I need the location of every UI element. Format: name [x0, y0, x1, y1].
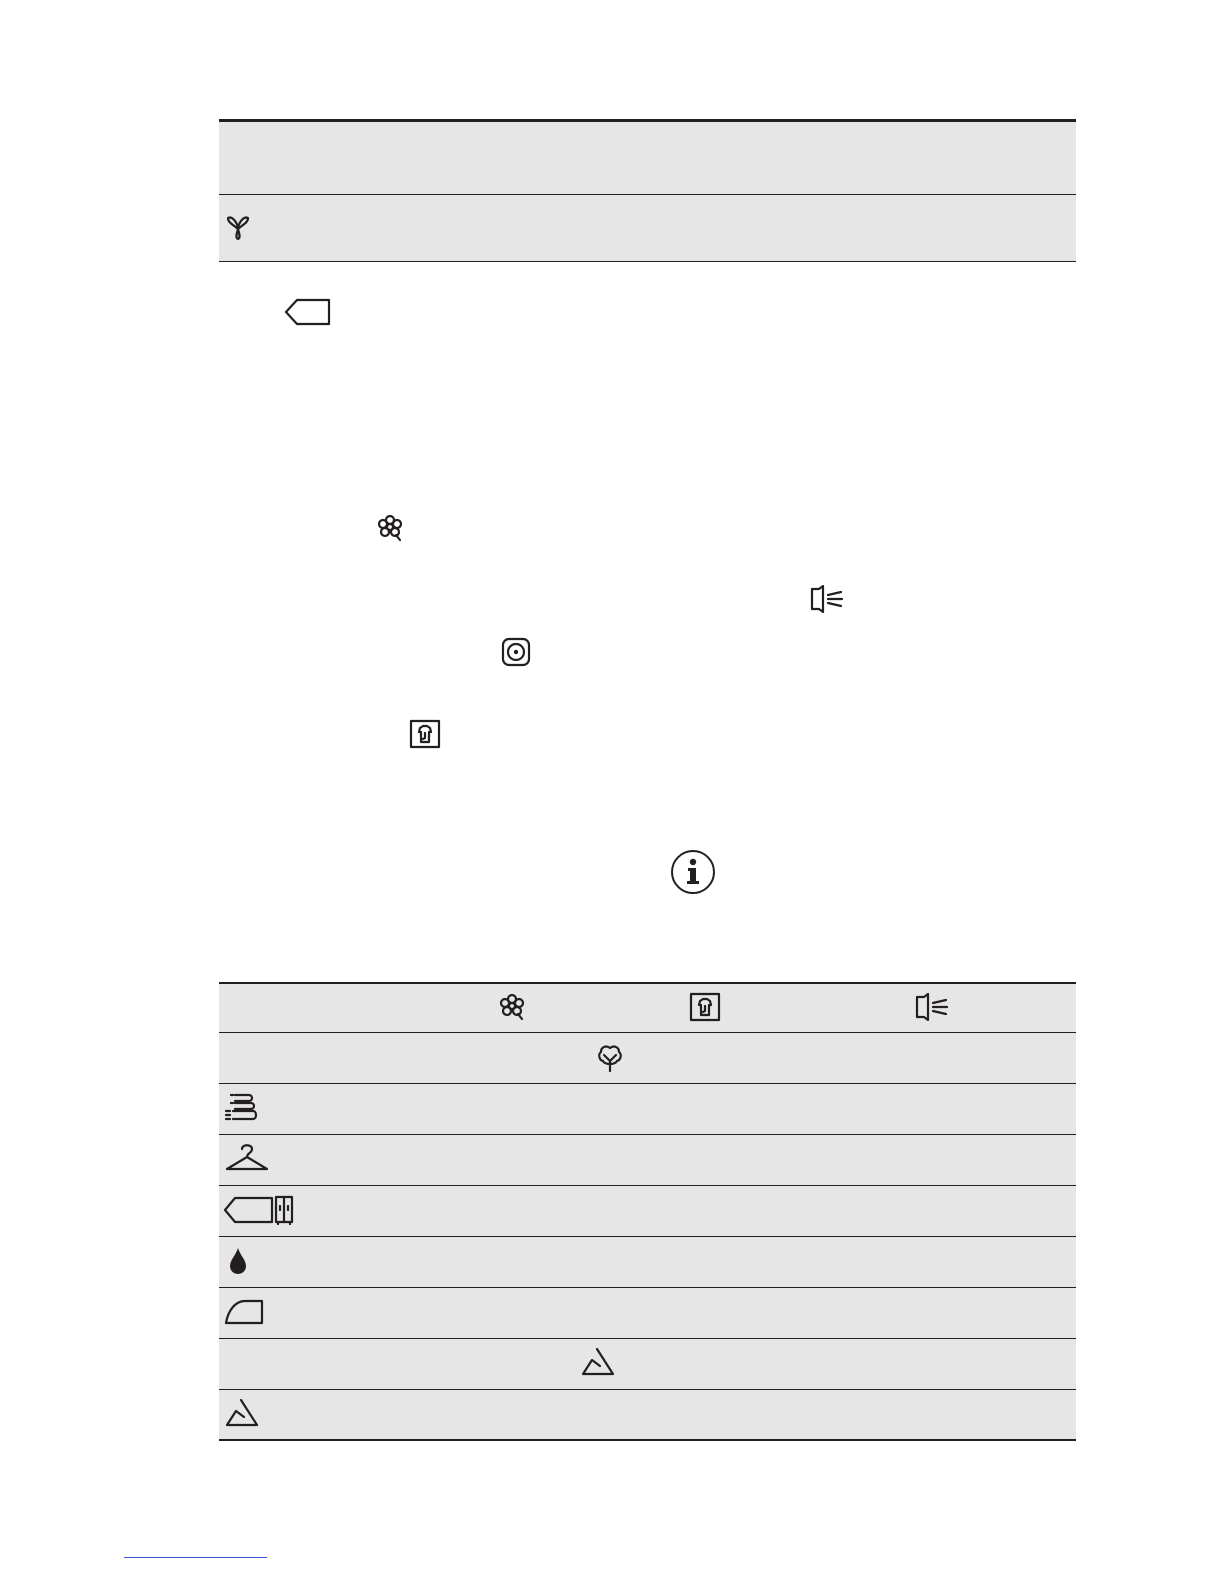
iron-icon	[223, 1297, 265, 1327]
wardrobe-tag-icon	[223, 1195, 295, 1225]
flower-icon	[499, 993, 527, 1021]
bottom-table-row	[219, 1084, 1076, 1135]
tag-label-icon	[284, 297, 332, 327]
bottom-table	[219, 982, 1076, 1441]
bottom-table-row	[219, 1237, 1076, 1288]
water-drop-icon	[227, 1246, 249, 1276]
bottom-table-row	[219, 1033, 1076, 1084]
cotton-icon	[596, 1043, 624, 1073]
speaker-sound-icon	[913, 993, 951, 1021]
speaker-sound-icon	[808, 585, 846, 613]
bottom-table-row	[219, 1339, 1076, 1390]
bottom-table-row	[219, 1135, 1076, 1186]
fan-icon	[224, 213, 252, 241]
bottom-table-row	[219, 1186, 1076, 1237]
shirt-frame-icon	[409, 719, 441, 749]
bottom-table-row	[219, 1288, 1076, 1339]
footer-link-underline[interactable]	[124, 1557, 267, 1558]
flower-icon	[377, 514, 405, 542]
info-circle-icon	[669, 848, 717, 896]
drum-dot-icon	[501, 637, 531, 667]
synthetic-triangle-icon	[580, 1346, 616, 1378]
top-table	[219, 119, 1076, 262]
bottom-table-header-row	[219, 982, 1076, 1033]
top-table-header-row	[219, 119, 1076, 195]
synthetic-triangle-icon	[224, 1397, 260, 1429]
towels-stack-icon	[223, 1092, 259, 1124]
bottom-table-row	[219, 1390, 1076, 1441]
hanger-icon	[223, 1141, 271, 1175]
top-table-row	[219, 195, 1076, 262]
shirt-frame-icon	[689, 992, 721, 1022]
